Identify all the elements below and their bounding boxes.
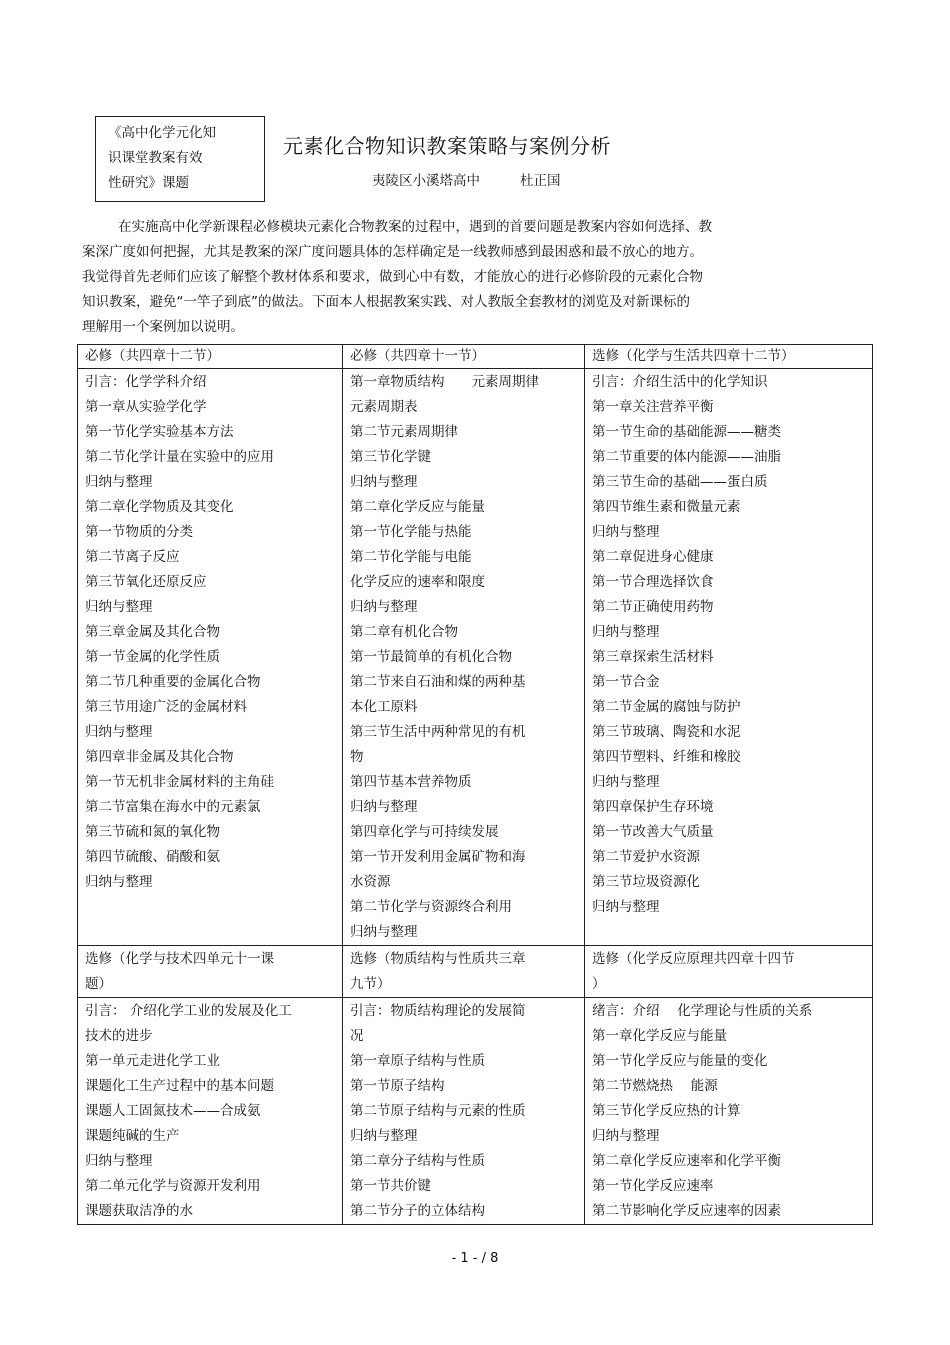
cell-line: 第三节玻璃、陶瓷和水泥 <box>592 724 741 740</box>
topic-line: 性研究》课题 <box>108 175 189 191</box>
school-name: 夷陵区小溪塔高中 <box>372 173 480 189</box>
cell-line: 第四节维生素和微量元素 <box>592 499 741 515</box>
header-cell <box>585 946 873 998</box>
cell-line: 第二节重要的体内能源——油脂 <box>592 449 781 465</box>
cell-line: 第二节影响化学反应速率的因素 <box>592 1203 781 1219</box>
intro-line: 知识教案，避免“一竿子到底”的做法。下面本人根据教案实践、对人教版全套教材的浏览及对新课标的 <box>82 294 690 310</box>
cell-line: 引言：物质结构理论的发展简 <box>350 1003 526 1019</box>
cell-line: 第四章保护生存环境 <box>592 799 714 815</box>
author-name: 杜正国 <box>520 173 561 189</box>
cell-line: 课题获取洁净的水 <box>85 1203 193 1219</box>
cell-line: 水资源 <box>350 874 391 890</box>
cell-line: 第二节金属的腐蚀与防护 <box>592 699 741 715</box>
cell-line: 第一节无机非金属材料的主角硅 <box>85 774 274 790</box>
header-cell <box>78 946 343 998</box>
cell-line: 第二节正确使用药物 <box>592 599 714 615</box>
cell-line: 课题化工生产过程中的基本问题 <box>85 1078 274 1094</box>
cell-line: 第二节原子结构与元素的性质 <box>350 1103 526 1119</box>
cell-line: 第四节硫酸、硝酸和氨 <box>85 849 220 865</box>
cell-line: 归纳与整理 <box>592 624 660 640</box>
cell-line: 第二节化学与资源终合利用 <box>350 899 512 915</box>
table-header-row <box>78 946 873 998</box>
intro-line: 理解用一个案例加以说明。 <box>82 319 244 335</box>
cell-line: 第二节化学能与电能 <box>350 549 472 565</box>
cell-line: 第三章探索生活材料 <box>592 649 714 665</box>
header-cell: 选修（化学与生活共四章十二节） <box>585 345 873 369</box>
cell-line: 第一节合金 <box>592 674 660 690</box>
cell-line: 归纳与整理 <box>592 899 660 915</box>
cell-line: 第二章化学物质及其变化 <box>85 499 234 515</box>
cell-line: 第一节物质的分类 <box>85 524 193 540</box>
cell-line: 第二节燃烧热 能源 <box>592 1078 718 1094</box>
cell-line: 归纳与整理 <box>85 599 153 615</box>
intro-line: 在实施高中化学新课程必修模块元素化合物教案的过程中，遇到的首要问题是教案内容如何选择、教 <box>118 219 712 235</box>
cell-line: 第三节硫和氮的氧化物 <box>85 824 220 840</box>
table-row <box>78 369 873 946</box>
cell-line: 第二章分子结构与性质 <box>350 1153 485 1169</box>
cell-line: 绪言：介绍 化学理论与性质的关系 <box>592 1003 813 1019</box>
cell-line: 归纳与整理 <box>350 599 418 615</box>
cell-line: 第一章原子结构与性质 <box>350 1053 485 1069</box>
cell-line: 第二章化学反应与能量 <box>350 499 485 515</box>
cell-line: 归纳与整理 <box>85 724 153 740</box>
intro-line: 案深广度如何把握，尤其是教案的深广度问题具体的怎样确定是一线教师感到最困惑和最不放心的地方。 <box>82 244 703 260</box>
cell-line: 第一单元走进化学工业 <box>85 1053 220 1069</box>
header-cell <box>343 946 585 998</box>
cell-line: 第四节基本营养物质 <box>350 774 472 790</box>
cell-line: 本化工原料 <box>350 699 418 715</box>
table-header-row <box>78 345 873 369</box>
page-number: - 1 - / 8 <box>451 1251 499 1266</box>
cell-line: 第一节改善大气质量 <box>592 824 714 840</box>
cell-line: 课题纯碱的生产 <box>85 1128 180 1144</box>
content-cell <box>585 998 873 1225</box>
cell-line: 第二章促进身心健康 <box>592 549 714 565</box>
topic-box <box>95 116 265 202</box>
cell-line: 选修（化学反应原理共四章十四节 <box>592 951 795 967</box>
cell-line: 第二节分子的立体结构 <box>350 1203 485 1219</box>
topic-line: 《高中化学元化知 <box>108 125 216 141</box>
cell-line: 第一节原子结构 <box>350 1078 445 1094</box>
table-row <box>78 998 873 1225</box>
intro-line: 我觉得首先老师们应该了解整个教材体系和要求，做到心中有数，才能放心的进行必修阶段的元素化合物 <box>82 269 703 285</box>
cell-line: 归纳与整理 <box>350 474 418 490</box>
cell-line: ） <box>592 976 606 992</box>
cell-line: 引言：介绍生活中的化学知识 <box>592 374 768 390</box>
cell-line: 第二章有机化合物 <box>350 624 458 640</box>
cell-line: 化学反应的速率和限度 <box>350 574 485 590</box>
cell-line: 引言：化学学科介绍 <box>85 374 207 390</box>
cell-line: 第一章从实验学化学 <box>85 399 207 415</box>
content-cell <box>343 369 585 946</box>
cell-line: 选修（物质结构与性质共三章 <box>350 951 526 967</box>
cell-line: 选修（化学与技术四单元十一课 <box>85 951 274 967</box>
cell-line: 题） <box>85 976 112 992</box>
cell-line: 第三节生命的基础——蛋白质 <box>592 474 768 490</box>
cell-line: 第三节化学反应热的计算 <box>592 1103 741 1119</box>
cell-line: 第一节共价键 <box>350 1178 431 1194</box>
content-cell <box>78 998 343 1225</box>
cell-line: 归纳与整理 <box>85 474 153 490</box>
cell-line: 引言： 介绍化学工业的发展及化工 <box>85 1003 292 1019</box>
intro-paragraph <box>82 215 782 340</box>
cell-line: 第三章金属及其化合物 <box>85 624 220 640</box>
cell-line: 第三节化学键 <box>350 449 431 465</box>
cell-line: 第一节最简单的有机化合物 <box>350 649 512 665</box>
cell-line: 第二节化学计量在实验中的应用 <box>85 449 274 465</box>
cell-line: 第二章化学反应速率和化学平衡 <box>592 1153 781 1169</box>
page-title: 元素化合物知识教案策略与案例分析 <box>283 134 611 158</box>
cell-line: 第一节合理选择饮食 <box>592 574 714 590</box>
cell-line: 第一章物质结构 元素周期律 <box>350 374 539 390</box>
cell-line: 归纳与整理 <box>350 1128 418 1144</box>
byline <box>372 169 561 189</box>
cell-line: 第一节化学实验基本方法 <box>85 424 234 440</box>
cell-line: 第一章化学反应与能量 <box>592 1028 727 1044</box>
cell-line: 物 <box>350 749 364 765</box>
cell-line: 第一节金属的化学性质 <box>85 649 220 665</box>
cell-line: 归纳与整理 <box>592 774 660 790</box>
cell-line: 第三节垃圾资源化 <box>592 874 700 890</box>
cell-line: 技术的进步 <box>85 1028 153 1044</box>
cell-line: 归纳与整理 <box>85 874 153 890</box>
cell-line: 第二节爱护水资源 <box>592 849 700 865</box>
cell-line: 第四章化学与可持续发展 <box>350 824 499 840</box>
cell-line: 归纳与整理 <box>592 524 660 540</box>
cell-line: 第三节用途广泛的金属材料 <box>85 699 247 715</box>
cell-line: 第三节氧化还原反应 <box>85 574 207 590</box>
cell-line: 归纳与整理 <box>592 1128 660 1144</box>
syllabus-table <box>77 344 873 1225</box>
cell-line: 九节） <box>350 976 391 992</box>
cell-line: 第四节塑料、纤维和橡胶 <box>592 749 741 765</box>
content-cell <box>78 369 343 946</box>
cell-line: 况 <box>350 1028 364 1044</box>
header-cell: 必修（共四章十一节） <box>343 345 585 369</box>
cell-line: 归纳与整理 <box>350 924 418 940</box>
cell-line: 第一节生命的基础能源——糖类 <box>592 424 781 440</box>
cell-line: 第二节元素周期律 <box>350 424 458 440</box>
cell-line: 第二节来自石油和煤的两种基 <box>350 674 526 690</box>
content-cell <box>343 998 585 1225</box>
cell-line: 第一节化学能与热能 <box>350 524 472 540</box>
cell-line: 元素周期表 <box>350 399 418 415</box>
cell-line: 第三节生活中两种常见的有机 <box>350 724 526 740</box>
cell-line: 第一节化学反应速率 <box>592 1178 714 1194</box>
cell-line: 归纳与整理 <box>85 1153 153 1169</box>
cell-line: 第二节几种重要的金属化合物 <box>85 674 261 690</box>
cell-line: 第一节开发利用金属矿物和海 <box>350 849 526 865</box>
cell-line: 课题人工固氮技术——合成氨 <box>85 1103 261 1119</box>
cell-line: 归纳与整理 <box>350 799 418 815</box>
cell-line: 第一节化学反应与能量的变化 <box>592 1053 768 1069</box>
cell-line: 第二单元化学与资源开发利用 <box>85 1178 261 1194</box>
cell-line: 第二节离子反应 <box>85 549 180 565</box>
cell-line: 第一章关注营养平衡 <box>592 399 714 415</box>
content-cell <box>585 369 873 946</box>
topic-line: 识课堂教案有效 <box>108 150 203 166</box>
cell-line: 第二节富集在海水中的元素氯 <box>85 799 261 815</box>
header-cell: 必修（共四章十二节） <box>78 345 343 369</box>
cell-line: 第四章非金属及其化合物 <box>85 749 234 765</box>
